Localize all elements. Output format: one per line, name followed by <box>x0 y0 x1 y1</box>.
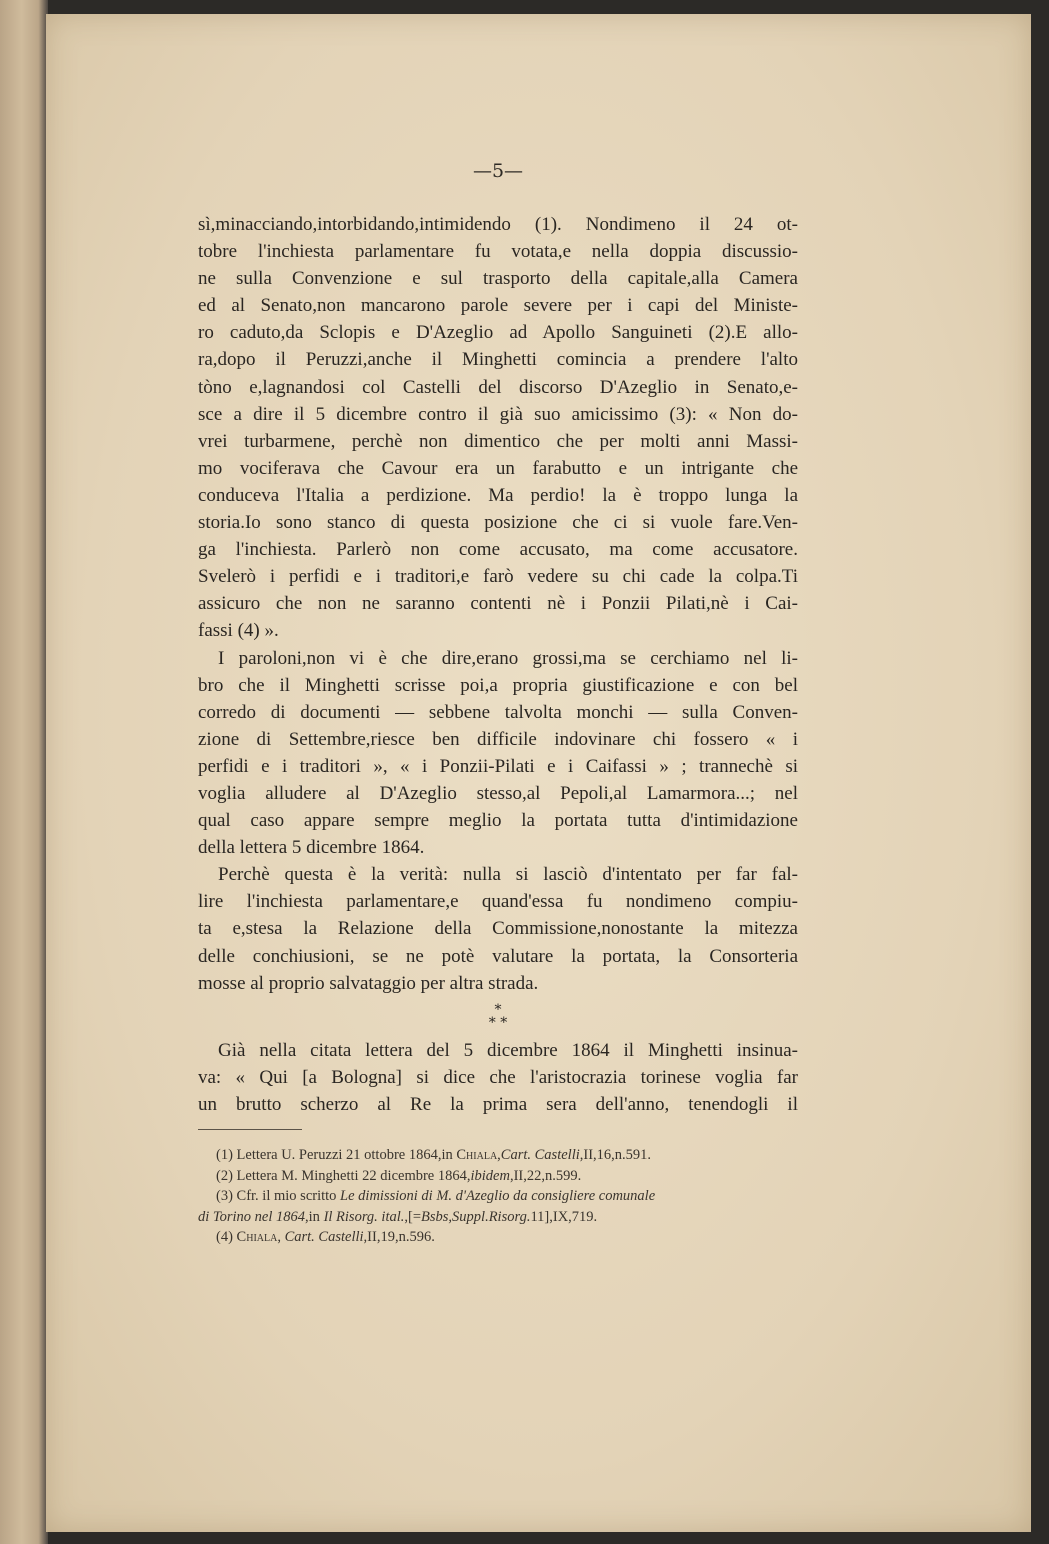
paragraph-1 <box>198 211 798 645</box>
text-line: corredo di documenti — sebbene talvolta monchi — sulla Conven- <box>198 701 798 723</box>
footnote-title: Bsbs,Suppl.Risorg. <box>421 1208 531 1225</box>
footnote-3-continued <box>198 1207 804 1228</box>
text-line: perfidi e i traditori », « i Ponzii-Pilati e i Caifassi » ; trannechè si <box>198 755 798 777</box>
text-line: sce a dire il 5 dicembre contro il già suo amicissimo (3): « Non do- <box>198 403 798 425</box>
left-page-edge <box>0 0 48 1544</box>
footnote-text: ,[= <box>404 1208 422 1225</box>
text-line: ta e,stesa la Relazione della Commissione,nonostante la mitezza <box>198 918 798 940</box>
paragraph-3 <box>198 861 798 996</box>
footnote-1 <box>198 1145 804 1166</box>
asterism-separator <box>468 1004 528 1030</box>
footnote-text: ,II,22,n.599. <box>509 1167 582 1184</box>
footnote-author: Chiala <box>236 1229 278 1246</box>
text-line: un brutto scherzo al Re la prima sera dell'anno, tenendogli il <box>198 1094 798 1116</box>
footnote-text: (1) Lettera U. Peruzzi 21 ottobre 1864,in <box>216 1147 457 1163</box>
text-line: conduceva l'Italia a perdizione. Ma perdio! la è troppo lunga la <box>198 484 798 506</box>
footnote-text: (4) <box>216 1229 237 1246</box>
footnote-text: (2) Lettera M. Minghetti 22 dicembre 1864, <box>216 1167 471 1184</box>
footnote-text: ,II,16,n.591. <box>579 1147 652 1163</box>
text-line: ga l'inchiesta. Parlerò non come accusato, ma come accusatore. <box>198 539 798 561</box>
text-line: Già nella citata lettera del 5 dicembre 1864 il Minghetti insinua- <box>218 1040 798 1061</box>
text-line: mo vociferava che Cavour era un farabutto e un intrigante che <box>198 457 798 479</box>
text-line: assicuro che non ne saranno contenti nè i Ponzii Pilati,nè i Cai- <box>198 593 798 615</box>
text-line: della lettera 5 dicembre 1864. <box>198 837 425 859</box>
text-line: Svelerò i perfidi e i traditori,e farò vedere su chi cade la colpa.Ti <box>198 566 798 588</box>
text-line: zione di Settembre,riesce ben difficile indovinare chi fossero « i <box>198 728 798 750</box>
text-line: storia.Io sono stanco di questa posizione che ci si vuole fare.Ven- <box>198 512 798 534</box>
text-line: ed al Senato,non mancarono parole severe per i capi del Ministe- <box>198 295 798 317</box>
footnote-author: Chiala <box>456 1147 498 1163</box>
footnote-title: Le dimissioni di M. d'Azeglio da consigliere comunale <box>340 1188 656 1205</box>
footnotes <box>198 1145 804 1248</box>
text-line: va: « Qui [a Bologna] si dice che l'aristocrazia torinese voglia far <box>198 1067 798 1089</box>
footnote-4 <box>198 1227 804 1248</box>
text-line: ro caduto,da Sclopis e D'Azeglio ad Apollo Sanguineti (2).E allo- <box>198 322 798 344</box>
asterism-bottom: * * <box>488 1015 508 1031</box>
text-line: tobre l'inchiesta parlamentare fu votata,e nella doppia discussio- <box>198 241 798 263</box>
footnote-title: di Torino nel 1864 <box>198 1208 306 1225</box>
text-line: sì,minacciando,intorbidando,intimidendo (1). Nondimeno il 24 ot- <box>198 214 798 235</box>
footnote-text: ,II,19,n.596. <box>363 1229 435 1246</box>
page-number: —5— <box>472 160 524 182</box>
paragraph-4 <box>198 1037 798 1118</box>
asterism-top: * <box>494 1002 502 1018</box>
footnote-title: Cart. Castelli <box>500 1147 580 1163</box>
text-line: delle conchiusioni, se ne potè valutare la portata, la Consorteria <box>198 945 798 967</box>
footnote-text: ,in <box>305 1208 324 1225</box>
footnote-text: , <box>277 1229 285 1246</box>
text-line: lire l'inchiesta parlamentare,e quand'essa fu nondimeno compiu- <box>198 891 798 913</box>
footnote-3 <box>198 1186 804 1207</box>
footnote-title: Il Risorg. ital. <box>323 1208 405 1225</box>
main-text-continued <box>198 1037 798 1118</box>
footnote-rule <box>198 1129 302 1130</box>
text-line: voglia alludere al D'Azeglio stesso,al Pepoli,al Lamarmora...; nel <box>198 782 798 804</box>
text-line: mosse al proprio salvataggio per altra strada. <box>198 972 539 994</box>
footnote-text: (3) Cfr. il mio scritto <box>216 1188 341 1205</box>
text-line: ne sulla Convenzione e sul trasporto della capitale,alla Camera <box>198 268 798 290</box>
footnote-title: ibidem <box>470 1167 510 1184</box>
text-line: fassi (4) ». <box>198 620 279 642</box>
text-line: ra,dopo il Peruzzi,anche il Minghetti comincia a prendere l'alto <box>198 349 798 371</box>
text-line: bro che il Minghetti scrisse poi,a propria giustificazione e con bel <box>198 674 798 696</box>
text-line: Perchè questa è la verità: nulla si lasciò d'intentato per far fal- <box>218 864 798 886</box>
footnote-text: , <box>497 1147 501 1163</box>
text-line: vrei turbarmene, perchè non dimentico che per molti anni Massi- <box>198 430 798 452</box>
main-text <box>198 211 798 997</box>
text-line: I paroloni,non vi è che dire,erano grossi,ma se cerchiamo nel li- <box>218 647 798 669</box>
text-line: qual caso appare sempre meglio la portata tutta d'intimidazione <box>198 810 798 832</box>
text-line: tòno e,lagnandosi col Castelli del discorso D'Azeglio in Senato,e- <box>198 376 798 398</box>
footnote-2 <box>198 1166 804 1187</box>
footnote-title: Cart. Castelli <box>284 1229 364 1246</box>
footnote-text: 11],IX,719. <box>530 1208 598 1225</box>
paragraph-2 <box>198 645 798 862</box>
